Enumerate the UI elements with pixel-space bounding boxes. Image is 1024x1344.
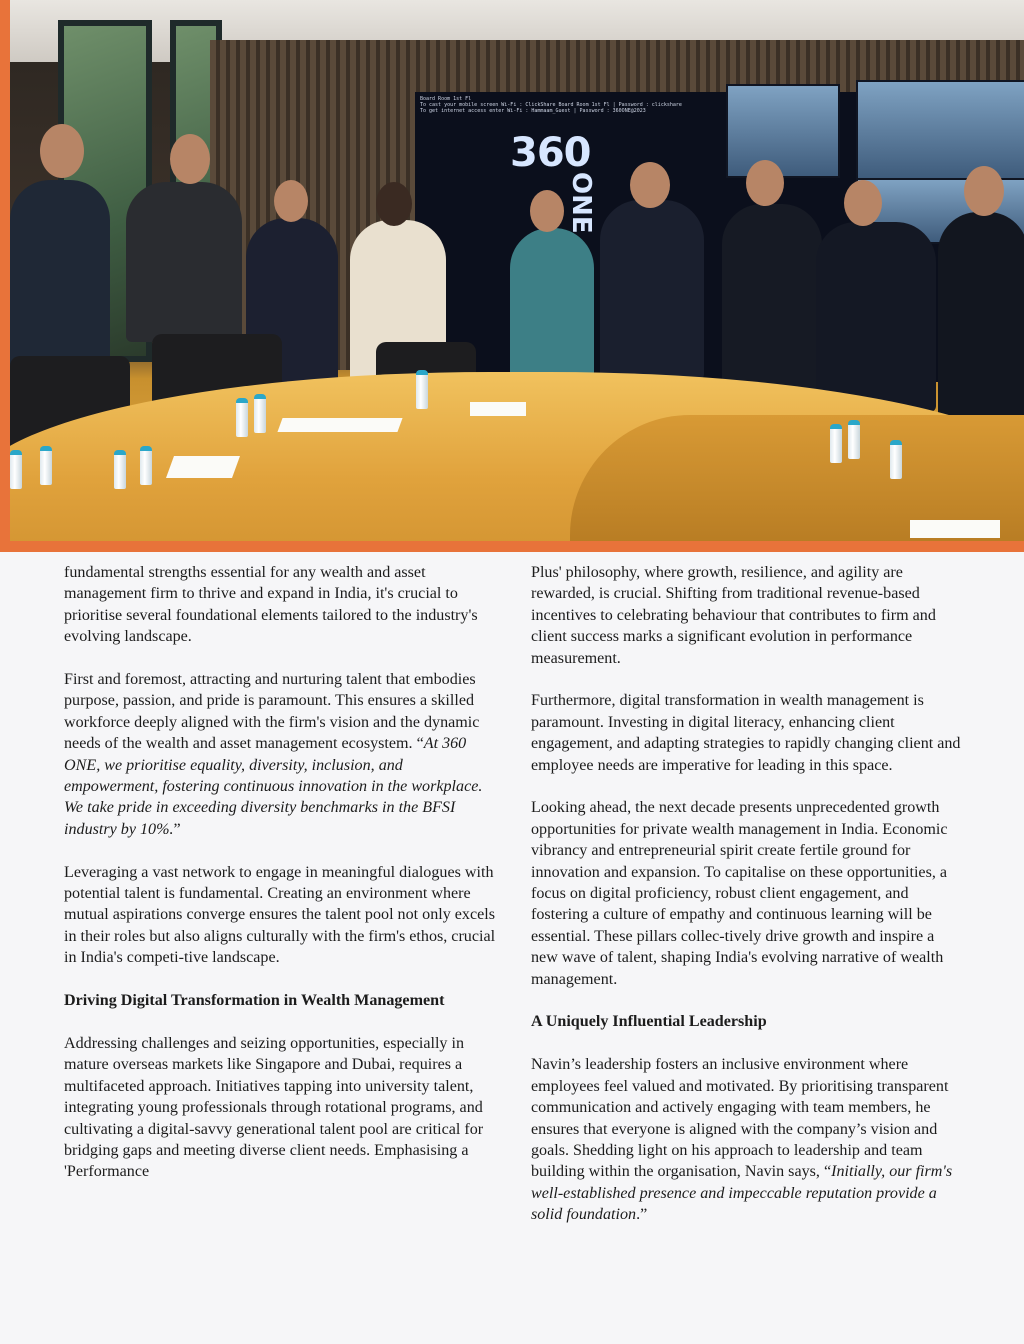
person-head [630,162,670,208]
screen-brand-logo: 360 [510,130,591,176]
person [510,228,594,378]
quote-text: Initially, our firm's well-established presence and impeccable reputation provide a solid foundation [531,1163,953,1224]
paragraph: fundamental strengths essential for any wealth and asset management firm to thrive and expand in India, it's crucial to prioritise several foundational elements tailored to the industry's evolving landscape. [64,564,478,646]
paper [910,520,1000,538]
quote-close: ” [173,820,181,838]
person-head [40,124,84,178]
screen-info-line: To cast your mobile screen Wi-Fi : ClickShare Board Room 1st Fl | Password : clickshare [420,102,682,108]
section-heading: Driving Digital Transformation in Wealth Management [64,992,445,1010]
paragraph-text: First and foremost, attracting and nurturing talent that embodies purpose, passion, and pride is paramount. This ensures a skilled workforce deeply aligned with the firm's vision and the dynamic needs of the wealth and asset management ecosystem. “ [64,671,480,753]
paper [470,402,526,416]
person [10,180,110,370]
person-head [274,180,308,222]
section-heading: A Uniquely Influential Leadership [531,1013,767,1031]
person-head [746,160,784,206]
quote-close: .” [636,1206,648,1224]
water-bottle [10,450,22,489]
paragraph: Furthermore, digital transformation in wealth management is paramount. Investing in digital literacy, enhancing client engagement, and adapting strategies to rapidly changing client and employee needs are imperative for leading in this space. [531,692,961,774]
water-bottle [254,394,266,433]
video-tile [856,80,1024,180]
paragraph: Looking ahead, the next decade presents unprecedented growth opportunities for private wealth management in India. Economic vibrancy and entrepreneurial spirit create fertile ground for innovation and expansion. To capitalise on these opportunities, a focus on digital proficiency, robust client engagement, and fostering a culture of empathy and continuous learning will be essential. These pillars collec-tively drive growth and inspire a new wave of talent, shaping India's evolving narrative of wealth management. [531,799,948,988]
article-column-left [64,562,496,1204]
screen-brand-logo-side: ONE [566,172,596,234]
person-head [376,182,412,226]
person-head [170,134,210,184]
paragraph: Leveraging a vast network to engage in meaningful dialogues with potential talent is fundamental. Creating an environment where mutual aspirations converge ensures the talent pool not only excels in their roles but also aligns culturally with the firm's ethos, crucial in India's competi-tive landscape. [64,863,496,967]
water-bottle [114,450,126,489]
video-tile [726,84,840,178]
screen-info-line: Board Room 1st Fl [420,96,472,102]
paragraph: Plus' philosophy, where growth, resilience, and agility are rewarded, is crucial. Shifting from traditional revenue-based incentives to celebrating behaviour that contributes to firm and client success marks a significant evolution in performance measurement. [531,564,936,667]
person [816,222,936,412]
water-bottle [40,446,52,485]
person-head [530,190,564,232]
person-head [964,166,1004,216]
paragraph-text: Navin’s leadership fosters an inclusive environment where employees feel valued and motivated. By prioritising transparent communication and actively engaging with team members, he ensures that everyone is aligned with the company’s vision and goals. Shedding light on his approach to leadership and team building within the organisation, Navin says, “ [531,1056,949,1181]
screen-info-line: To get internet access enter Wi-Fi : Hammaam_Guest | Password : 360ONE@2023 [420,108,646,114]
group-photo [10,0,1024,541]
water-bottle [140,446,152,485]
article-column-right [531,562,963,1247]
paper [166,456,240,478]
water-bottle [890,440,902,479]
photo-frame-accent [0,0,1024,552]
person [126,182,242,342]
paper [277,418,402,432]
quote-text: At 360 ONE, we prioritise equality, diversity, inclusion, and empowerment, fostering continuous innovation in the workplace. We take pride in exceeding diversity benchmarks in the BFSI industry by 10%. [64,735,483,838]
water-bottle [848,420,860,459]
paragraph-with-quote [64,669,496,840]
person [600,200,704,380]
person-head [844,180,882,226]
screen-info-text [420,96,682,114]
paragraph: Addressing challenges and seizing opportunities, especially in mature overseas markets like Singapore and Dubai, requires a multifaceted approach. Initiatives tapping into university talent, integrating young professionals through rotational programs, and cultivating a digital-savvy generational talent pool are critical for bridging gaps and meeting diverse client needs. Emphasising a 'Performance [64,1034,484,1181]
water-bottle [416,370,428,409]
paragraph-with-quote [531,1054,963,1225]
water-bottle [236,398,248,437]
water-bottle [830,424,842,463]
